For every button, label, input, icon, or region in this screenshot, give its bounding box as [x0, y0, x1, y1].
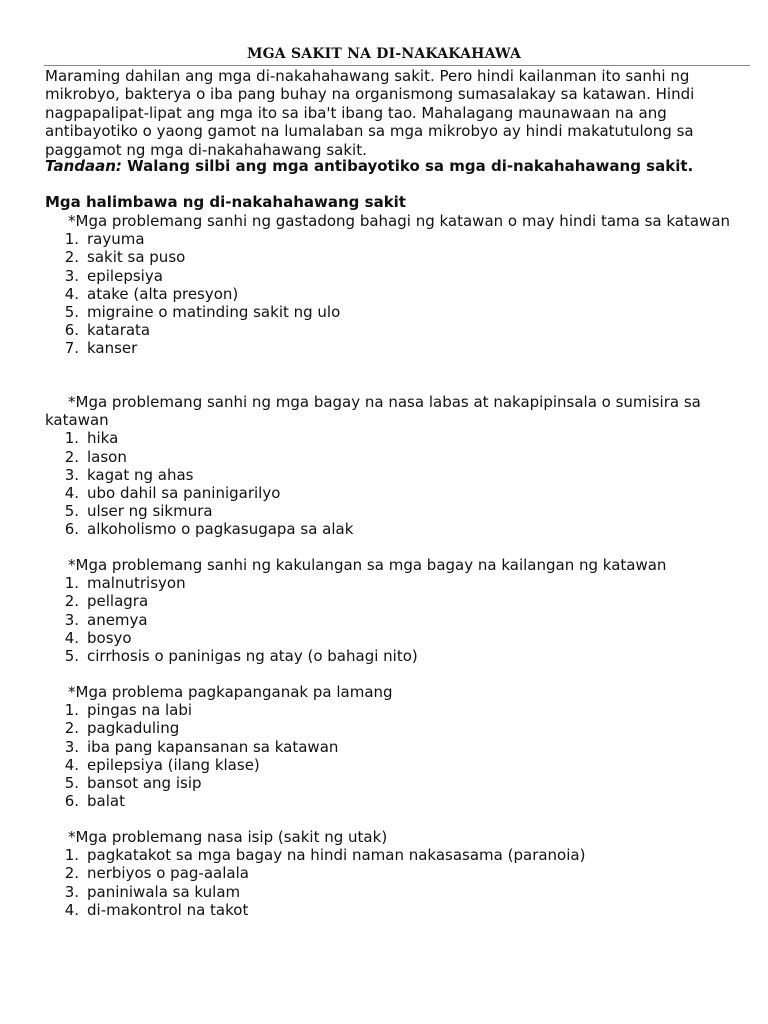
list-number: 5.	[64, 502, 79, 521]
section-category: *Mga problemang nasa isip (sakit ng utak)	[68, 828, 388, 846]
list-item	[45, 285, 750, 303]
section-category: *Mga problema pagkapanganak pa lamang	[68, 683, 393, 701]
section-1	[45, 212, 750, 358]
list-item	[45, 738, 750, 756]
list-item	[45, 611, 750, 629]
list-item	[45, 701, 750, 719]
list-item-text: epilepsiya	[87, 266, 163, 285]
list-number: 4.	[64, 284, 79, 303]
list-item-text: pagkaduling	[87, 719, 180, 738]
disease-list	[45, 574, 750, 665]
list-number: 2.	[64, 248, 79, 267]
disease-list	[45, 846, 750, 919]
list-number: 4.	[64, 484, 79, 503]
section-3	[45, 556, 750, 665]
list-item-text: lason	[87, 447, 127, 466]
list-item	[45, 864, 750, 882]
section-category: *Mga problemang sanhi ng mga bagay na nasa labas at nakapipinsala o sumisira sa katawan	[45, 393, 701, 430]
list-number: 3.	[64, 737, 79, 756]
note-text: Walang silbi ang mga antibayotiko sa mga di-nakahahawang sakit.	[121, 157, 694, 175]
list-item-text: rayuma	[87, 230, 145, 249]
list-number: 6.	[64, 792, 79, 811]
list-item	[45, 629, 750, 647]
list-item-text: pellagra	[87, 592, 149, 611]
list-item	[45, 429, 750, 447]
list-item	[45, 448, 750, 466]
list-item	[45, 774, 750, 792]
list-item-text: anemya	[87, 610, 148, 629]
list-number: 2.	[64, 592, 79, 611]
list-item	[45, 574, 750, 592]
list-number: 3.	[64, 610, 79, 629]
list-item-text: bansot ang isip	[87, 774, 202, 793]
list-item-text: ubo dahil sa paninigarilyo	[87, 484, 281, 503]
list-number: 1.	[64, 574, 79, 593]
list-item	[45, 592, 750, 610]
list-item	[45, 466, 750, 484]
list-number: 1.	[64, 429, 79, 448]
list-number: 7.	[64, 339, 79, 358]
list-item-text: epilepsiya (ilang klase)	[87, 755, 260, 774]
list-number: 2.	[64, 719, 79, 738]
title-divider	[44, 65, 750, 66]
list-item	[45, 321, 750, 339]
list-item	[45, 502, 750, 520]
list-item	[45, 792, 750, 810]
reminder-note	[45, 157, 750, 175]
list-item	[45, 719, 750, 737]
list-item-text: bosyo	[87, 628, 132, 647]
list-number: 1.	[64, 846, 79, 865]
list-number: 3.	[64, 266, 79, 285]
list-number: 4.	[64, 628, 79, 647]
list-item-text: sakit sa puso	[87, 248, 186, 267]
list-item-text: atake (alta presyon)	[87, 284, 239, 303]
list-number: 6.	[64, 321, 79, 340]
list-item-text: katarata	[87, 321, 151, 340]
section-2	[45, 393, 750, 539]
intro-paragraph: Maraming dahilan ang mga di-nakahahawang sakit. Pero hindi kailanman ito sanhi ng mikrobyo, bakterya o iba pang buhay na organismong sumasalakay sa katawan. Hindi nagpapalipat-lipat ang mga ito sa iba't ibang tao. Mahalagang maunawaan na ang antibayotiko o yaong gamot na lumalaban sa mga mikrobyo ay hindi makatutulong sa paggamot ng mga di-nakahahawang sakit.	[45, 67, 695, 159]
list-item-text: migraine o matinding sakit ng ulo	[87, 303, 341, 322]
list-item-text: paniniwala sa kulam	[87, 882, 241, 901]
list-item	[45, 846, 750, 864]
list-number: 3.	[64, 882, 79, 901]
list-item	[45, 520, 750, 538]
examples-heading: Mga halimbawa ng di-nakahahawang sakit	[45, 193, 406, 211]
list-number: 5.	[64, 647, 79, 666]
list-item	[45, 339, 750, 357]
section-5	[45, 828, 750, 919]
list-item-text: di-makontrol na takot	[87, 900, 249, 919]
list-number: 4.	[64, 755, 79, 774]
note-label: Tandaan:	[45, 157, 122, 175]
list-number: 3.	[64, 465, 79, 484]
list-item	[45, 303, 750, 321]
list-number: 6.	[64, 520, 79, 539]
list-number: 5.	[64, 774, 79, 793]
list-item-text: nerbiyos o pag-aalala	[87, 864, 249, 883]
list-item-text: malnutrisyon	[87, 574, 186, 593]
list-item-text: iba pang kapansanan sa katawan	[87, 737, 339, 756]
list-number: 2.	[64, 447, 79, 466]
disease-list	[45, 230, 750, 357]
list-item-text: kagat ng ahas	[87, 465, 194, 484]
list-number: 1.	[64, 230, 79, 249]
list-item-text: pingas na labi	[87, 701, 193, 720]
list-item	[45, 230, 750, 248]
list-number: 4.	[64, 900, 79, 919]
list-item	[45, 248, 750, 266]
list-item-text: alkoholismo o pagkasugapa sa alak	[87, 520, 354, 539]
list-item	[45, 901, 750, 919]
list-item-text: kanser	[87, 339, 138, 358]
document-title: MGA SAKIT NA DI-NAKAKAHAWA	[246, 46, 522, 62]
list-item	[45, 267, 750, 285]
list-item	[45, 883, 750, 901]
section-category: *Mga problemang sanhi ng gastadong bahagi ng katawan o may hindi tama sa katawan	[68, 212, 731, 230]
list-item-text: balat	[87, 792, 125, 811]
section-4	[45, 683, 750, 810]
section-category: *Mga problemang sanhi ng kakulangan sa mga bagay na kailangan ng katawan	[68, 556, 667, 574]
list-number: 5.	[64, 303, 79, 322]
disease-list	[45, 701, 750, 810]
list-item	[45, 484, 750, 502]
list-item-text: pagkatakot sa mga bagay na hindi naman nakasasama (paranoia)	[87, 846, 586, 865]
list-item-text: ulser ng sikmura	[87, 502, 213, 521]
list-number: 2.	[64, 864, 79, 883]
disease-list	[45, 429, 750, 538]
list-number: 1.	[64, 701, 79, 720]
list-item-text: hika	[87, 429, 119, 448]
list-item	[45, 647, 750, 665]
list-item	[45, 756, 750, 774]
list-item-text: cirrhosis o paninigas ng atay (o bahagi nito)	[87, 647, 418, 666]
